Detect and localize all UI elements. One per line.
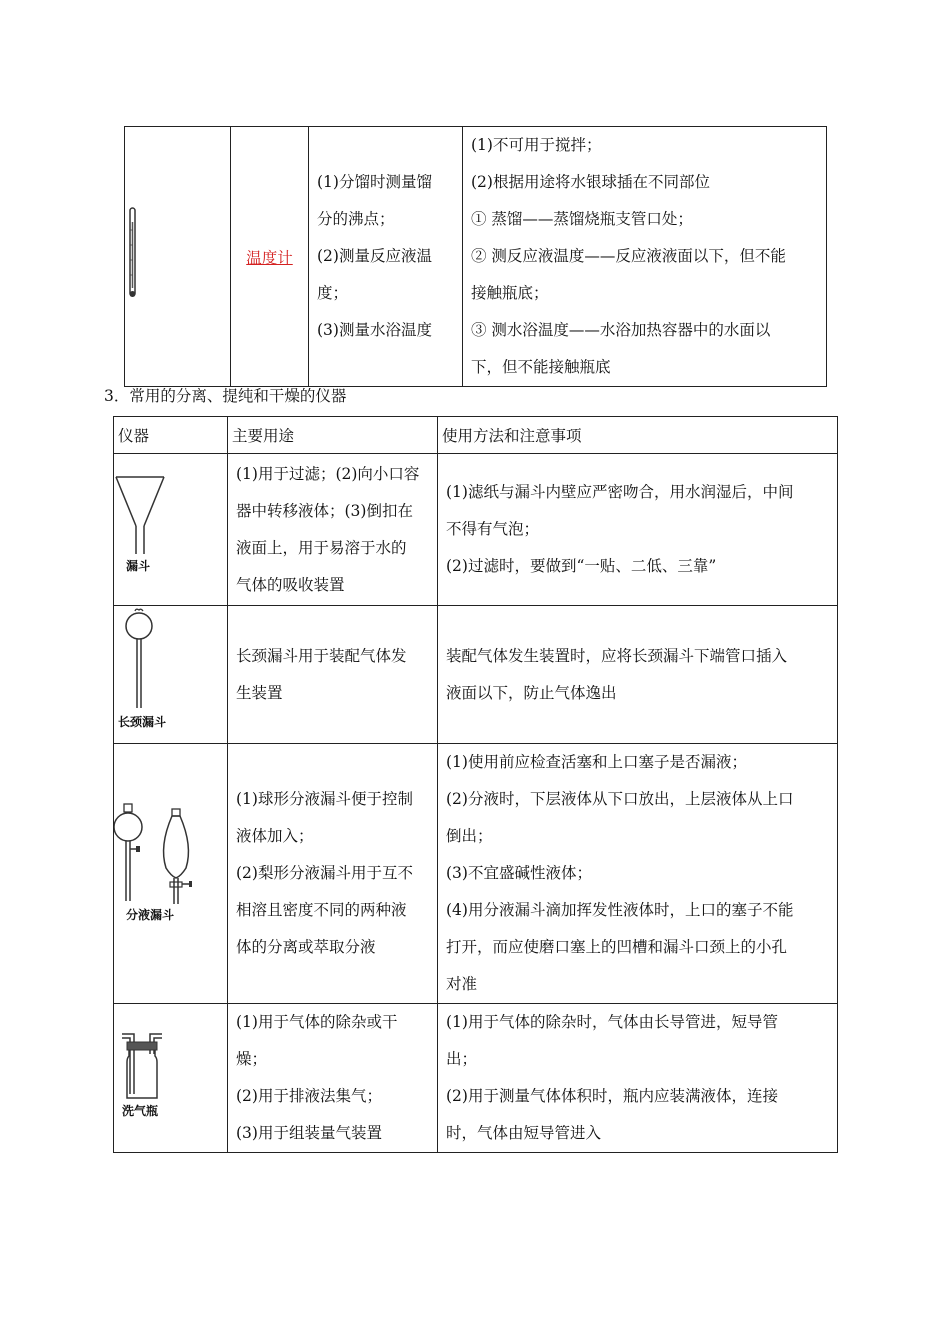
funnel-uses-cell	[228, 454, 438, 606]
thermometer-uses	[309, 164, 462, 349]
header-uses: 主要用途	[228, 417, 438, 454]
text-line: ① 蒸馏——蒸馏烧瓶支管口处；	[471, 210, 693, 228]
separatory-funnel-icon	[114, 746, 228, 1001]
text-line: (2)分液时，下层液体从下口放出，上层液体从上口	[446, 790, 794, 808]
text-line: ③ 测水浴温度——水浴加热容器中的水面以	[471, 321, 771, 339]
text-line: (2)根据用途将水银球插在不同部位	[471, 173, 710, 191]
funnel-image-cell	[114, 454, 228, 606]
long-neck-funnel-image-cell	[114, 606, 228, 744]
thermometer-table	[124, 126, 827, 387]
text-line: (2)梨形分液漏斗用于互不	[236, 864, 413, 882]
text-line: (1)用于过滤；(2)向小口容	[236, 464, 420, 483]
text-line: (1)球形分液漏斗便于控制	[236, 790, 413, 808]
table-row-long-neck-funnel	[114, 606, 838, 744]
separatory-funnel-uses	[228, 781, 437, 966]
text-line: 打开，而应使磨口塞上的凹槽和漏斗口颈上的小孔	[446, 938, 788, 956]
text-line: 度；	[317, 284, 349, 302]
thermometer-row	[125, 127, 827, 387]
funnel-icon	[114, 454, 228, 605]
text-line: (1)不可用于搅拌；	[471, 136, 602, 154]
funnel-notes-cell	[438, 454, 838, 606]
text-line: 下，但不能接触瓶底	[471, 358, 611, 376]
text-line: 装配气体发生装置时，应将长颈漏斗下端管口插入	[446, 646, 788, 665]
text-line: 液面以下，防止气体逸出	[446, 683, 617, 702]
long-neck-funnel-label: 长颈漏斗	[118, 715, 167, 729]
text-line: 液体加入；	[236, 827, 314, 845]
thermometer-notes-cell	[463, 127, 827, 387]
separatory-funnel-notes-cell	[438, 744, 838, 1004]
text-line: (1)分馏时测量馏	[317, 173, 432, 191]
text-line: 倒出；	[446, 827, 493, 845]
thermometer-uses-cell	[309, 127, 463, 387]
thermometer-name-cell	[231, 127, 309, 387]
table-row-funnel	[114, 454, 838, 606]
gas-washing-bottle-notes	[438, 1004, 837, 1152]
text-line: (1)滤纸与漏斗内壁应严密吻合，用水润湿后，中间	[446, 483, 794, 501]
text-line: 分的沸点；	[317, 210, 395, 228]
section-title: 3．常用的分离、提纯和干燥的仪器	[104, 387, 347, 405]
table-header-row	[114, 417, 838, 454]
text-line: 对准	[446, 975, 478, 993]
text-line: (1)用于气体的除杂或干	[236, 1013, 398, 1031]
text-line: (3)不宜盛碱性液体；	[446, 864, 592, 882]
funnel-notes	[438, 474, 837, 585]
separatory-funnel-uses-cell	[228, 744, 438, 1004]
separatory-funnel-notes	[438, 744, 837, 1003]
text-line: (4)用分液漏斗滴加挥发性液体时，上口的塞子不能	[446, 901, 794, 919]
separatory-funnel-label: 分液漏斗	[126, 908, 175, 922]
thermometer-notes	[463, 127, 826, 386]
gas-washing-bottle-label: 洗气瓶	[122, 1104, 159, 1118]
text-line: 液面上，用于易溶于水的	[236, 538, 407, 557]
text-line: 出；	[446, 1050, 478, 1068]
text-line: (3)测量水浴温度	[317, 321, 432, 339]
separatory-funnel-image-cell	[114, 744, 228, 1004]
long-neck-funnel-notes-cell	[438, 606, 838, 744]
text-line: 燥；	[236, 1050, 268, 1068]
gas-washing-bottle-image-cell	[114, 1004, 228, 1153]
text-line: (2)测量反应液温	[317, 247, 432, 265]
text-line: (2)过滤时，要做到“一贴、二低、三靠”	[446, 557, 717, 575]
gas-washing-bottle-icon	[114, 1004, 228, 1152]
separation-instruments-table	[113, 416, 838, 1153]
text-line: (1)用于气体的除杂时，气体由长导管进，短导管	[446, 1013, 778, 1031]
thermometer-icon	[125, 130, 231, 383]
text-line: (2)用于测量气体体积时，瓶内应装满液体，连接	[446, 1087, 778, 1105]
text-line: 生装置	[236, 683, 283, 702]
gas-washing-bottle-notes-cell	[438, 1004, 838, 1153]
long-neck-funnel-uses	[228, 638, 437, 712]
text-line: 器中转移液体；(3)倒扣在	[236, 501, 413, 520]
thermometer-link[interactable]: 温度计	[246, 248, 293, 267]
gas-washing-bottle-uses	[228, 1004, 437, 1152]
thermometer-image-cell	[125, 127, 231, 387]
table-row-separatory-funnel	[114, 744, 838, 1004]
gas-washing-bottle-uses-cell	[228, 1004, 438, 1153]
text-line: 不得有气泡；	[446, 520, 540, 538]
long-neck-funnel-notes	[438, 638, 837, 712]
text-line: 长颈漏斗用于装配气体发	[236, 646, 407, 665]
text-line: ② 测反应液温度——反应液液面以下，但不能	[471, 247, 786, 265]
funnel-uses	[228, 456, 437, 604]
text-line: (1)使用前应检查活塞和上口塞子是否漏液；	[446, 753, 747, 771]
text-line: 气体的吸收装置	[236, 575, 345, 594]
text-line: 时，气体由短导管进入	[446, 1124, 602, 1142]
text-line: 体的分离或萃取分液	[236, 938, 376, 956]
text-line: (2)用于排液法集气；	[236, 1087, 382, 1105]
header-notes: 使用方法和注意事项	[438, 417, 838, 454]
table-row-gas-washing-bottle	[114, 1004, 838, 1153]
funnel-label: 漏斗	[126, 559, 151, 573]
text-line: 相溶且密度不同的两种液	[236, 901, 407, 919]
long-neck-funnel-uses-cell	[228, 606, 438, 744]
text-line: (3)用于组装量气装置	[236, 1124, 382, 1142]
text-line: 接触瓶底；	[471, 284, 549, 302]
header-instrument: 仪器	[114, 417, 228, 454]
